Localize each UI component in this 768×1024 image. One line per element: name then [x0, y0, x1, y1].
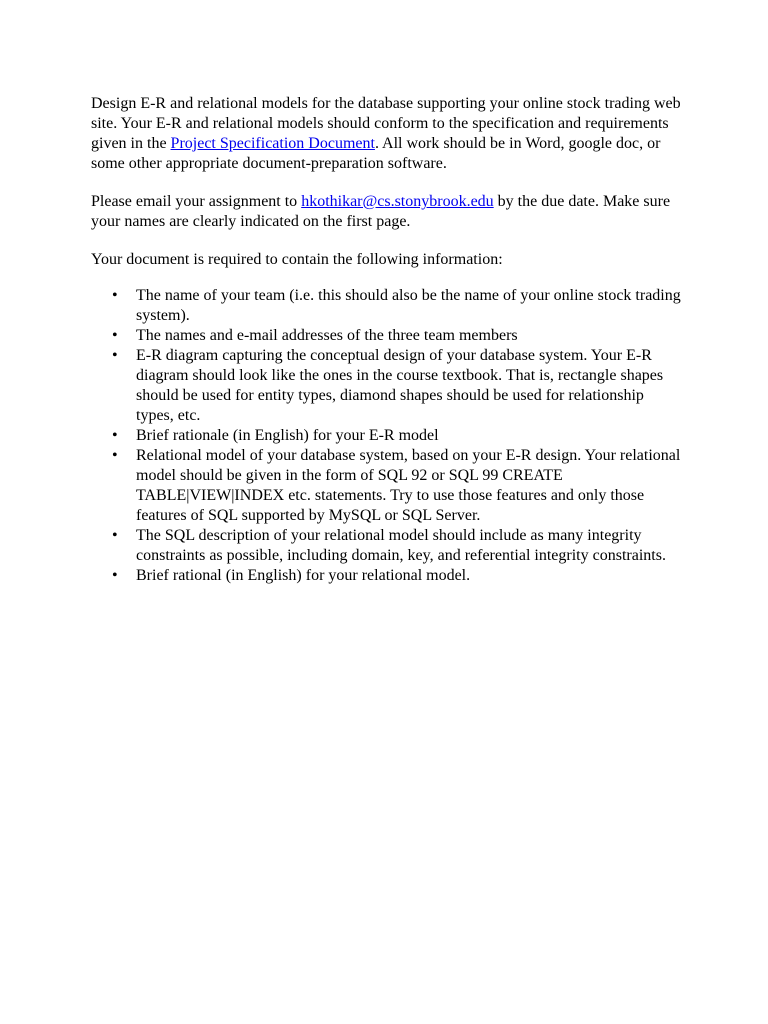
- list-item-text: The name of your team (i.e. this should also be the name of your online stock trading system).: [136, 287, 681, 324]
- bullet-icon: •: [112, 527, 118, 544]
- list-item-text: The names and e-mail addresses of the three team members: [136, 327, 518, 344]
- intro-paragraph: [91, 94, 681, 174]
- email-paragraph: [91, 192, 681, 232]
- intro-text-end: . All work should be in Word, google doc, or some other appropriate document-preparation software.: [91, 135, 661, 172]
- email-text-end: by the due date. Make sure your names are clearly indicated on the first page.: [91, 193, 671, 230]
- list-item-text: Relational model of your database system, based on your E-R design. Your relational model should be given in the form of SQL 92 or SQL 99 CREATE TABLE|VIEW|INDEX etc. statements. Try to use those features and only those features of SQL supported by MySQL or SQL Server.: [136, 447, 681, 524]
- bullet-icon: •: [112, 287, 118, 304]
- list-item: [91, 346, 681, 426]
- list-item-text: E-R diagram capturing the conceptual design of your database system. Your E-R diagram should look like the ones in the course textbook. That is, rectangle shapes should be used for entity types, diamond shapes should be used for relationship types, etc.: [136, 347, 664, 424]
- list-item: [91, 286, 681, 326]
- list-item: [91, 566, 681, 586]
- list-item-text: Brief rational (in English) for your relational model.: [136, 567, 471, 584]
- intro-text-start: Design E-R and relational models for the database supporting your online stock trading web site. Your E-R and relational models should conform to the specification and requirements given in the: [91, 95, 681, 152]
- bullet-icon: •: [112, 447, 118, 464]
- document-body: [91, 94, 681, 586]
- project-specification-link[interactable]: Project Specification Document: [170, 135, 375, 152]
- bullet-icon: •: [112, 427, 118, 444]
- list-item-text: The SQL description of your relational model should include as many integrity constraints as possible, including domain, key, and referential integrity constraints.: [136, 527, 666, 564]
- bullet-icon: •: [112, 567, 118, 584]
- email-text-start: Please email your assignment to: [91, 193, 302, 210]
- list-item: [91, 526, 681, 566]
- list-item: [91, 446, 681, 526]
- list-item-text: Brief rationale (in English) for your E-R model: [136, 427, 439, 444]
- requirements-list: [91, 286, 681, 586]
- requirements-intro: Your document is required to contain the following information:: [91, 251, 503, 268]
- list-item: [91, 326, 681, 346]
- bullet-icon: •: [112, 347, 118, 364]
- email-link[interactable]: hkothikar@cs.stonybrook.edu: [301, 193, 494, 210]
- bullet-icon: •: [112, 327, 118, 344]
- list-item: [91, 426, 681, 446]
